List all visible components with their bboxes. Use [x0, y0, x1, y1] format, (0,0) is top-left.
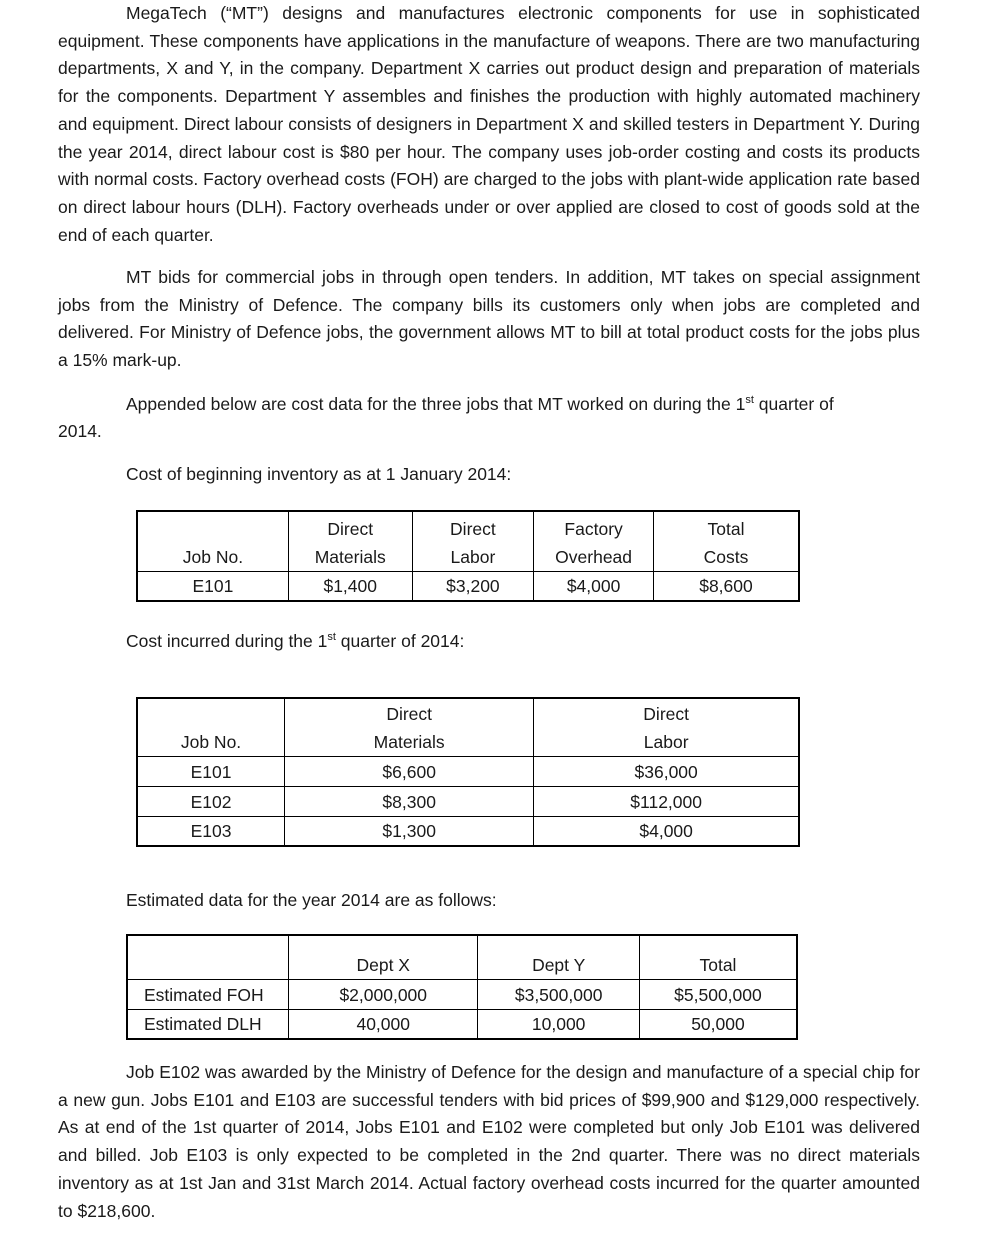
- table3-lead: Estimated data for the year 2014 are as follows:: [126, 890, 497, 910]
- cell: $8,300: [285, 786, 534, 816]
- paragraph-2: MT bids for commercial jobs in through open tenders. In addition, MT takes on special assignment jobs from the Ministry of Defence. The company bills its customers only when jobs are completed and delivered. For Ministry of Defence jobs, the government allows MT to bill at total product costs for the jobs plus a 15% mark-up.: [58, 267, 920, 371]
- table-header-row: [127, 935, 797, 979]
- cell: $8,600: [653, 571, 799, 601]
- column-header: Job No.: [137, 511, 288, 571]
- column-header: Job No.: [137, 698, 285, 756]
- table2-lead: Cost incurred during the 1st quarter of 2014:: [126, 631, 465, 651]
- column-header: Direct Labor: [412, 511, 534, 571]
- cell: $1,400: [288, 571, 412, 601]
- column-header: Total Costs: [653, 511, 799, 571]
- cell: E101: [137, 756, 285, 786]
- column-header: Direct Labor: [534, 698, 799, 756]
- cell: $3,200: [412, 571, 534, 601]
- table-row: [137, 786, 799, 816]
- column-header: Total: [639, 935, 797, 979]
- paragraph-job-details: [58, 1059, 920, 1225]
- column-header: Dept Y: [478, 935, 640, 979]
- cell: 10,000: [478, 1009, 640, 1039]
- column-header: Factory Overhead: [534, 511, 654, 571]
- paragraph-3: Appended below are cost data for the three jobs that MT worked on during the 1st quarter of: [126, 394, 834, 414]
- cell: $112,000: [534, 786, 799, 816]
- paragraph-1: MegaTech (“MT”) designs and manufactures electronic components for use in sophisticated equipment. These components have applications in the manufacture of weapons. There are two manufacturing departments, X and Y, in the company. Department X carries out product design and preparation of materials for the components. Department Y assembles and finishes the production with highly automated machinery and equipment. Direct labour consists of designers in Department X and skilled testers in Department Y. During the year 2014, direct labour cost is $80 per hour. The company uses job-order costing and costs its products with normal costs. Factory overhead costs (FOH) are charged to the jobs with plant-wide application rate based on direct labour hours (DLH). Factory overheads under or over applied are closed to cost of goods sold at the end of each quarter.: [58, 3, 920, 245]
- paragraph-bidding: [58, 264, 920, 375]
- cell: $1,300: [285, 816, 534, 846]
- quarter-costs-table: [136, 697, 800, 847]
- column-header: Direct Materials: [285, 698, 534, 756]
- estimated-data-table: [126, 934, 798, 1040]
- cell: $6,600: [285, 756, 534, 786]
- row-label: Estimated FOH: [127, 979, 289, 1009]
- cell: E101: [137, 571, 288, 601]
- table-header-row: [137, 511, 799, 571]
- cell: 50,000: [639, 1009, 797, 1039]
- cell: $3,500,000: [478, 979, 640, 1009]
- table1-lead: Cost of beginning inventory as at 1 January 2014:: [126, 464, 512, 484]
- beginning-inventory-table: [136, 510, 800, 602]
- cell: $4,000: [534, 571, 654, 601]
- table-row: [137, 571, 799, 601]
- column-header: Direct Materials: [288, 511, 412, 571]
- table-row: [127, 979, 797, 1009]
- cell: 40,000: [289, 1009, 478, 1039]
- cell: E102: [137, 786, 285, 816]
- table-row: [137, 816, 799, 846]
- cell: $5,500,000: [639, 979, 797, 1009]
- table-header-row: [137, 698, 799, 756]
- column-header: [127, 935, 289, 979]
- paragraph-4: Job E102 was awarded by the Ministry of Defence for the design and manufacture of a special chip for a new gun. Jobs E101 and E103 are successful tenders with bid prices of $99,900 and $129,000 respectively. As at end of the 1st quarter of 2014, Jobs E101 and E102 were completed but only Job E101 was delivered and billed. Job E103 is only expected to be completed in the 2nd quarter. There was no direct materials inventory as at 1st Jan and 31st March 2014. Actual factory overhead costs incurred for the quarter amounted to $218,600.: [58, 1062, 920, 1221]
- cell: E103: [137, 816, 285, 846]
- table-row: [137, 756, 799, 786]
- cell: $4,000: [534, 816, 799, 846]
- table-row: [127, 1009, 797, 1039]
- cell: $36,000: [534, 756, 799, 786]
- paragraph-3-year: 2014.: [58, 421, 102, 441]
- paragraph-intro: [58, 0, 920, 249]
- cell: $2,000,000: [289, 979, 478, 1009]
- column-header: Dept X: [289, 935, 478, 979]
- row-label: Estimated DLH: [127, 1009, 289, 1039]
